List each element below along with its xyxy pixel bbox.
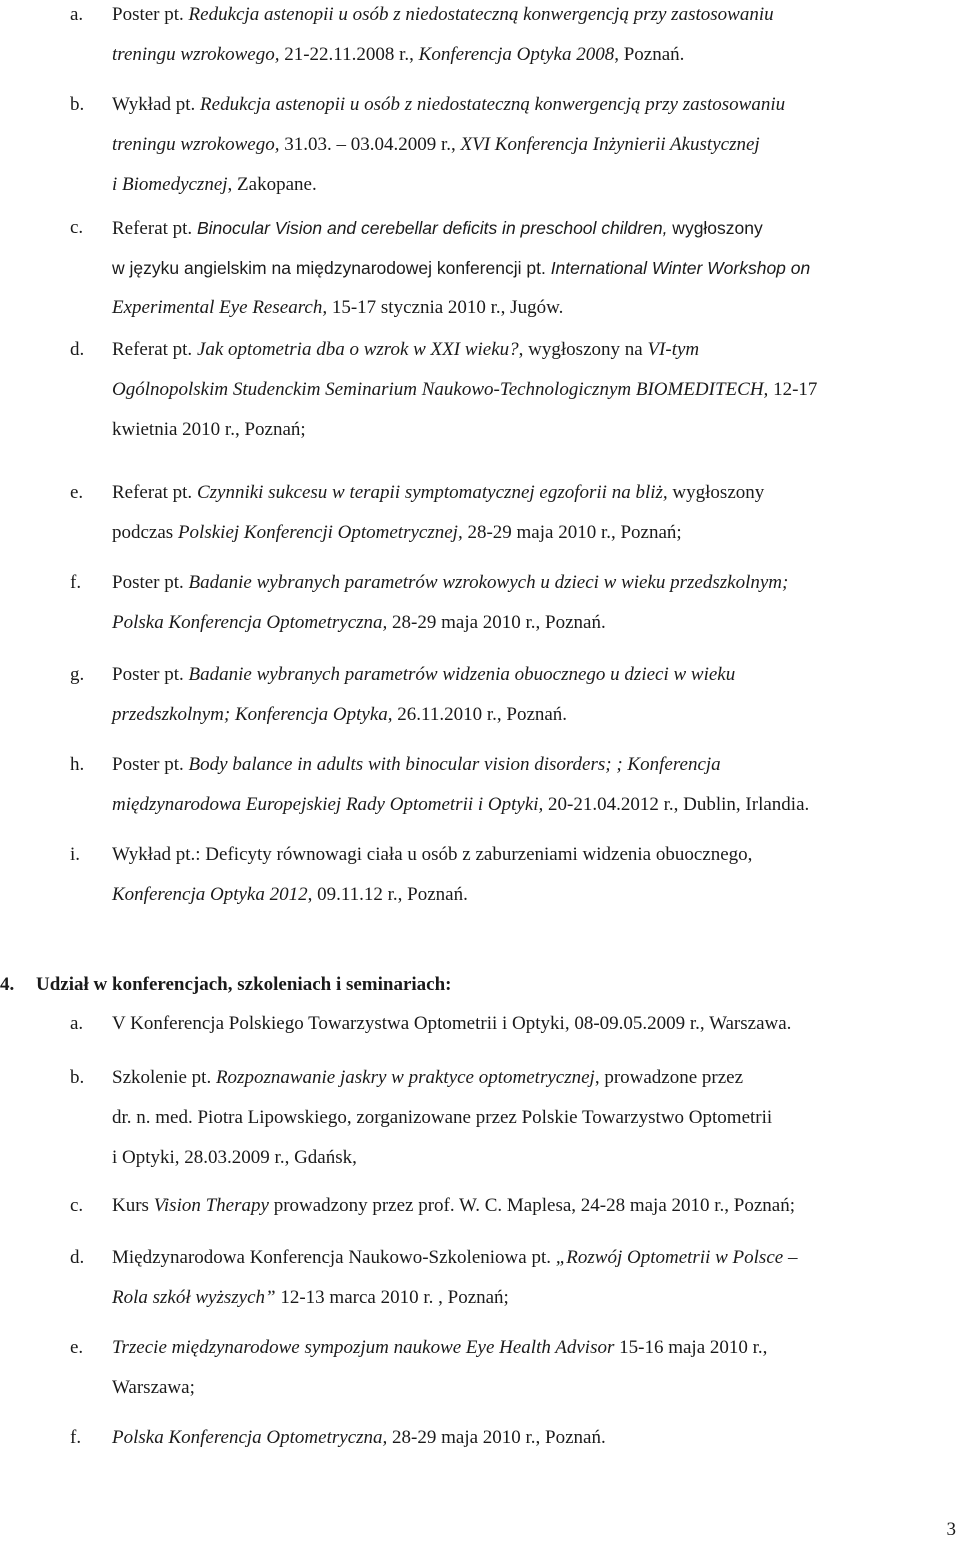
list-item-text [112, 473, 956, 553]
list-item-text [112, 1238, 956, 1318]
text-segment: kwietnia 2010 r., Poznań; [112, 419, 306, 440]
italic-text: Polska Konferencja Optometryczna, [112, 612, 388, 633]
text-segment: Poster pt. [112, 754, 189, 775]
italic-text: Rola szkół wyższych” [112, 1287, 276, 1308]
text-line [112, 473, 956, 513]
text-segment: wygłoszony [667, 482, 765, 503]
section-number: 4. [0, 974, 15, 995]
text-segment: dr. n. med. Piotra Lipowskiego, zorganizowane przez Polskie Towarzystwo Optometrii [112, 1107, 773, 1128]
text-line [112, 370, 956, 410]
list-item-letter: d. [70, 1247, 85, 1268]
text-segment: , wygłoszony na [518, 339, 648, 360]
list-item-letter: e. [70, 482, 84, 503]
text-line [112, 1368, 956, 1408]
list-item-text [112, 85, 956, 205]
italic-text: VI-tym [647, 339, 700, 360]
list-item-text [112, 1186, 956, 1226]
italic-text: Polskiej Konferencji Optometrycznej, [177, 522, 463, 543]
text-line [112, 1278, 956, 1318]
text-segment: w języku angielskim na międzynarodowej konferencji pt. [112, 258, 551, 278]
text-segment: podczas [112, 522, 178, 543]
list-item-text [112, 835, 956, 915]
list-item-text [112, 330, 956, 450]
text-segment: 15-17 stycznia 2010 r., Jugów. [327, 297, 564, 318]
text-line [112, 1418, 956, 1458]
page-number: 3 [946, 1519, 956, 1540]
italic-text: Badanie wybranych parametrów wzrokowych u dzieci w wieku przedszkolnym; [188, 572, 789, 593]
list-item-letter: b. [70, 94, 85, 115]
text-segment: 28-29 maja 2010 r., Poznań. [387, 612, 606, 633]
list-item-text [112, 1004, 956, 1044]
text-segment: 20-21.04.2012 r., Dublin, Irlandia. [543, 794, 810, 815]
italic-text: treningu wzrokowego, [112, 134, 285, 155]
italic-text: Redukcja astenopii u osób z niedostateczną konwergencją przy zastosowaniu [188, 4, 774, 25]
text-segment: 21-22.11.2008 r., [284, 44, 419, 65]
list-item-text [112, 208, 956, 328]
list-item-letter: f. [70, 1427, 82, 1448]
text-line [112, 785, 956, 825]
text-segment: Warszawa; [112, 1377, 195, 1398]
text-line [112, 563, 956, 603]
list-item-letter: a. [70, 4, 84, 25]
italic-text: Binocular Vision and cerebellar deficits in preschool children, [196, 218, 668, 238]
italic-text: i Biomedycznej [112, 174, 228, 195]
list-item-text [112, 563, 956, 643]
list-item-letter: h. [70, 754, 85, 775]
text-line [112, 288, 956, 328]
text-line [112, 35, 956, 75]
text-line [112, 1058, 956, 1098]
italic-text: Ogólnopolskim Studenckim Seminarium Naukowo-Technologicznym BIOMEDITECH, [112, 379, 769, 400]
italic-text: przedszkolnym; Konferencja Optyka, [112, 704, 393, 725]
list-item-text [112, 745, 956, 825]
text-segment: Poster pt. [112, 572, 189, 593]
text-line [112, 125, 956, 165]
text-line [112, 1004, 956, 1044]
text-segment: prowadzony przez prof. W. C. Maplesa, 24-28 maja 2010 r., Poznań; [268, 1195, 796, 1216]
italic-text: treningu wzrokowego, [112, 44, 285, 65]
text-line [112, 1186, 956, 1226]
italic-text: Polska Konferencja Optometryczna, [112, 1427, 388, 1448]
text-line [112, 875, 956, 915]
text-segment: V Konferencja Polskiego Towarzystwa Optometrii i Optyki, 08-09.05.2009 r., Warszawa. [112, 1013, 792, 1034]
list-item-letter: c. [70, 217, 84, 238]
italic-text: Badanie wybranych parametrów widzenia obuocznego u dzieci w wieku [188, 664, 736, 685]
text-segment: Międzynarodowa Konferencja Naukowo-Szkoleniowa pt. [112, 1247, 556, 1268]
italic-text: XVI Konferencja Inżynierii Akustycznej [460, 134, 760, 155]
text-segment: Referat pt. [112, 482, 197, 503]
list-item-letter: g. [70, 664, 85, 685]
text-segment: 12-17 [768, 379, 818, 400]
text-line [112, 835, 956, 875]
text-line [112, 1238, 956, 1278]
section-title: Udział w konferencjach, szkoleniach i seminariach: [36, 974, 452, 995]
italic-text: Trzecie międzynarodowe sympozjum naukowe Eye Health Advisor [112, 1337, 615, 1358]
list-item-letter: c. [70, 1195, 84, 1216]
list-item-letter: f. [70, 572, 82, 593]
list-item-text [112, 655, 956, 735]
text-line [112, 248, 956, 288]
italic-text: Konferencja Optyka 2008 [418, 44, 615, 65]
text-segment: , Poznań. [614, 44, 685, 65]
text-segment: Kurs [112, 1195, 154, 1216]
text-segment: Poster pt. [112, 664, 189, 685]
list-item-text [112, 1328, 956, 1408]
italic-text: Redukcja astenopii u osób z niedostateczną konwergencją przy zastosowaniu [200, 94, 786, 115]
text-line [112, 695, 956, 735]
text-line [112, 513, 956, 553]
italic-text: Rozpoznawanie jaskry w praktyce optometrycznej [215, 1067, 595, 1088]
text-segment: Poster pt. [112, 4, 189, 25]
list-item-letter: a. [70, 1013, 84, 1034]
text-segment: , 09.11.12 r., Poznań. [307, 884, 468, 905]
text-line [112, 330, 956, 370]
text-segment: Wykład pt. [112, 94, 201, 115]
list-item-text [112, 0, 956, 75]
text-segment: 15-16 maja 2010 r., [614, 1337, 768, 1358]
list-item-letter: d. [70, 339, 85, 360]
italic-text: Konferencja Optyka 2012 [112, 884, 308, 905]
list-item-letter: b. [70, 1067, 85, 1088]
text-segment: 28-29 maja 2010 r., Poznań. [387, 1427, 606, 1448]
text-segment: Szkolenie pt. [112, 1067, 216, 1088]
italic-text: „Rozwój Optometrii w Polsce – [555, 1247, 798, 1268]
text-line [112, 85, 956, 125]
text-line [112, 0, 956, 35]
text-segment: , Zakopane. [227, 174, 317, 195]
text-segment: i Optyki, 28.03.2009 r., Gdańsk, [112, 1147, 357, 1168]
text-segment: , prowadzone przez [594, 1067, 744, 1088]
text-segment: 31.03. – 03.04.2009 r., [284, 134, 461, 155]
italic-text: Czynniki sukcesu w terapii symptomatycznej egzoforii na bliż, [196, 482, 668, 503]
text-line [112, 1098, 956, 1138]
text-line [112, 410, 956, 450]
text-segment: Referat pt. [112, 339, 197, 360]
text-line [112, 603, 956, 643]
text-segment: Wykład pt.: Deficyty równowagi ciała u osób z zaburzeniami widzenia obuocznego, [112, 844, 753, 865]
italic-text: Jak optometria dba o wzrok w XXI wieku? [196, 339, 519, 360]
list-item-letter: e. [70, 1337, 84, 1358]
italic-text: International Winter Workshop on [550, 258, 811, 278]
text-line [112, 1328, 956, 1368]
italic-text: Experimental Eye Research, [112, 297, 328, 318]
list-item-letter: i. [70, 844, 81, 865]
text-line [112, 745, 956, 785]
text-segment: 26.11.2010 r., Poznań. [392, 704, 568, 725]
italic-text: Body balance in adults with binocular vision disorders; ; Konferencja [188, 754, 721, 775]
text-line [112, 208, 956, 248]
text-line [112, 1138, 956, 1178]
text-segment: 28-29 maja 2010 r., Poznań; [462, 522, 682, 543]
list-item-text [112, 1058, 956, 1178]
text-line [112, 655, 956, 695]
italic-text: Vision Therapy [153, 1195, 269, 1216]
text-segment: Referat pt. [112, 218, 197, 239]
text-segment: 12-13 marca 2010 r. , Poznań; [275, 1287, 509, 1308]
text-line [112, 165, 956, 205]
list-item-text [112, 1418, 956, 1458]
text-segment: wygłoszony [667, 218, 763, 238]
italic-text: międzynarodowa Europejskiej Rady Optometrii i Optyki, [112, 794, 544, 815]
